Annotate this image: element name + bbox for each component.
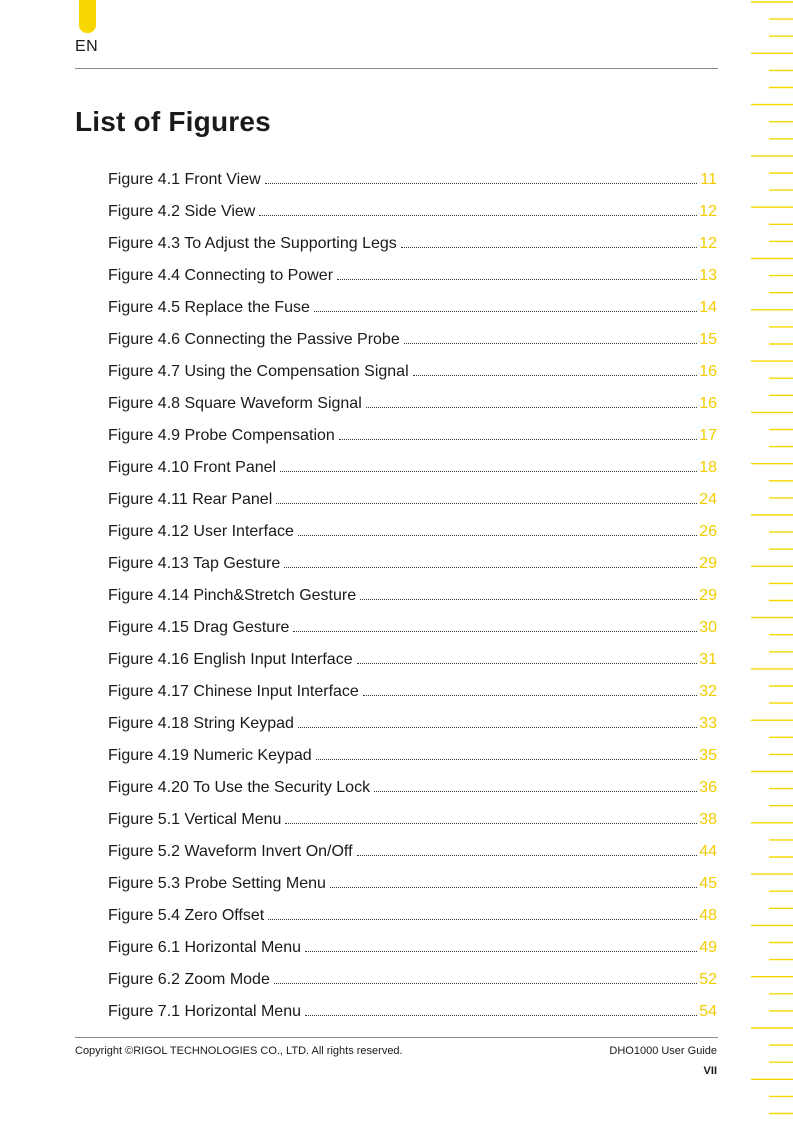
dot-leader xyxy=(360,594,697,600)
dot-leader xyxy=(298,722,697,728)
figure-page-number: 29 xyxy=(699,555,717,572)
figure-page-number: 31 xyxy=(699,651,717,668)
dot-leader xyxy=(316,754,697,760)
dot-leader xyxy=(314,306,697,312)
figure-title: Figure 4.8 Square Waveform Signal xyxy=(108,395,362,412)
figure-title: Figure 4.14 Pinch&Stretch Gesture xyxy=(108,587,357,604)
figure-list-item[interactable] xyxy=(108,776,717,808)
figure-list-item[interactable] xyxy=(108,904,717,936)
figure-page-number: 13 xyxy=(699,267,717,284)
figure-title: Figure 4.9 Probe Compensation xyxy=(108,427,335,444)
dot-leader xyxy=(357,850,697,856)
footer-page-number: VII xyxy=(703,1065,717,1077)
dot-leader xyxy=(285,818,697,824)
figure-title: Figure 5.3 Probe Setting Menu xyxy=(108,875,326,892)
figure-page-number: 16 xyxy=(699,395,717,412)
figure-list-item[interactable] xyxy=(108,264,717,296)
dot-leader xyxy=(298,530,697,536)
figure-title: Figure 6.1 Horizontal Menu xyxy=(108,939,301,956)
figure-list-item[interactable] xyxy=(108,360,717,392)
figure-page-number: 18 xyxy=(699,459,717,476)
figure-page-number: 54 xyxy=(699,1003,717,1020)
dot-leader xyxy=(305,1010,697,1016)
figure-title: Figure 4.3 To Adjust the Supporting Legs xyxy=(108,235,397,252)
figure-list-item[interactable] xyxy=(108,296,717,328)
dot-leader xyxy=(293,626,697,632)
figure-list-item[interactable] xyxy=(108,616,717,648)
figure-list-item[interactable] xyxy=(108,840,717,872)
figure-page-number: 33 xyxy=(699,715,717,732)
figure-list-item[interactable] xyxy=(108,648,717,680)
dot-leader xyxy=(337,274,697,280)
dot-leader xyxy=(274,978,697,984)
figure-title: Figure 4.12 User Interface xyxy=(108,523,294,540)
figure-list-item[interactable] xyxy=(108,872,717,904)
footer-document-title: DHO1000 User Guide xyxy=(609,1045,717,1057)
footer-divider xyxy=(75,1037,718,1038)
figure-page-number: 44 xyxy=(699,843,717,860)
figure-title: Figure 4.17 Chinese Input Interface xyxy=(108,683,359,700)
side-ruler-decoration xyxy=(749,0,793,1122)
figure-title: Figure 7.1 Horizontal Menu xyxy=(108,1003,301,1020)
figure-list-item[interactable] xyxy=(108,200,717,232)
figure-title: Figure 4.15 Drag Gesture xyxy=(108,619,290,636)
figure-list-item[interactable] xyxy=(108,520,717,552)
dot-leader xyxy=(357,658,697,664)
dot-leader xyxy=(265,178,697,184)
figure-page-number: 15 xyxy=(699,331,717,348)
figure-page-number: 45 xyxy=(699,875,717,892)
figure-list-item[interactable] xyxy=(108,968,717,1000)
figure-title: Figure 4.10 Front Panel xyxy=(108,459,277,476)
figure-title: Figure 4.13 Tap Gesture xyxy=(108,555,281,572)
figure-title: Figure 4.6 Connecting the Passive Probe xyxy=(108,331,400,348)
figure-page-number: 29 xyxy=(699,587,717,604)
dot-leader xyxy=(366,402,697,408)
footer-copyright: Copyright ©RIGOL TECHNOLOGIES CO., LTD. All rights reserved. xyxy=(75,1045,403,1057)
figure-list xyxy=(108,168,717,1032)
header-divider xyxy=(75,68,718,69)
figure-title: Figure 5.2 Waveform Invert On/Off xyxy=(108,843,353,860)
figure-page-number: 12 xyxy=(699,235,717,252)
figure-list-item[interactable] xyxy=(108,680,717,712)
figure-page-number: 30 xyxy=(699,619,717,636)
figure-list-item[interactable] xyxy=(108,744,717,776)
figure-title: Figure 4.11 Rear Panel xyxy=(108,491,273,508)
figure-list-item[interactable] xyxy=(108,456,717,488)
figure-title: Figure 4.16 English Input Interface xyxy=(108,651,353,668)
dot-leader xyxy=(305,946,697,952)
figure-page-number: 38 xyxy=(699,811,717,828)
dot-leader xyxy=(330,882,697,888)
dot-leader xyxy=(374,786,697,792)
dot-leader xyxy=(284,562,697,568)
figure-title: Figure 5.4 Zero Offset xyxy=(108,907,265,924)
figure-list-item[interactable] xyxy=(108,232,717,264)
figure-list-item[interactable] xyxy=(108,584,717,616)
figure-list-item[interactable] xyxy=(108,552,717,584)
figure-list-item[interactable] xyxy=(108,424,717,456)
figure-list-item[interactable] xyxy=(108,392,717,424)
figure-title: Figure 4.7 Using the Compensation Signal xyxy=(108,363,409,380)
dot-leader xyxy=(401,242,697,248)
figure-page-number: 36 xyxy=(699,779,717,796)
figure-page-number: 17 xyxy=(699,427,717,444)
figure-page-number: 52 xyxy=(699,971,717,988)
figure-list-item[interactable] xyxy=(108,712,717,744)
figure-page-number: 32 xyxy=(699,683,717,700)
dot-leader xyxy=(280,466,697,472)
figure-page-number: 11 xyxy=(700,171,717,188)
figure-title: Figure 4.4 Connecting to Power xyxy=(108,267,334,284)
dot-leader xyxy=(404,338,697,344)
figure-title: Figure 4.1 Front View xyxy=(108,171,261,188)
figure-list-item[interactable] xyxy=(108,488,717,520)
figure-page-number: 12 xyxy=(699,203,717,220)
figure-list-item[interactable] xyxy=(108,1000,717,1032)
figure-title: Figure 6.2 Zoom Mode xyxy=(108,971,270,988)
language-tab-marker xyxy=(79,0,96,33)
figure-page-number: 14 xyxy=(699,299,717,316)
page-title: List of Figures xyxy=(75,106,271,137)
figure-title: Figure 4.2 Side View xyxy=(108,203,256,220)
figure-page-number: 24 xyxy=(699,491,717,508)
dot-leader xyxy=(259,210,697,216)
figure-list-item[interactable] xyxy=(108,936,717,968)
figure-title: Figure 4.19 Numeric Keypad xyxy=(108,747,312,764)
figure-list-item[interactable] xyxy=(108,168,717,200)
figure-title: Figure 4.18 String Keypad xyxy=(108,715,294,732)
figure-page-number: 26 xyxy=(699,523,717,540)
language-label: EN xyxy=(75,38,99,55)
dot-leader xyxy=(268,914,697,920)
dot-leader xyxy=(339,434,697,440)
dot-leader xyxy=(363,690,697,696)
dot-leader xyxy=(413,370,697,376)
dot-leader xyxy=(276,498,697,504)
figure-page-number: 49 xyxy=(699,939,717,956)
figure-page-number: 16 xyxy=(699,363,717,380)
figure-list-item[interactable] xyxy=(108,328,717,360)
figure-title: Figure 4.20 To Use the Security Lock xyxy=(108,779,371,796)
figure-page-number: 48 xyxy=(699,907,717,924)
figure-title: Figure 4.5 Replace the Fuse xyxy=(108,299,310,316)
figure-title: Figure 5.1 Vertical Menu xyxy=(108,811,282,828)
figure-list-item[interactable] xyxy=(108,808,717,840)
figure-page-number: 35 xyxy=(699,747,717,764)
